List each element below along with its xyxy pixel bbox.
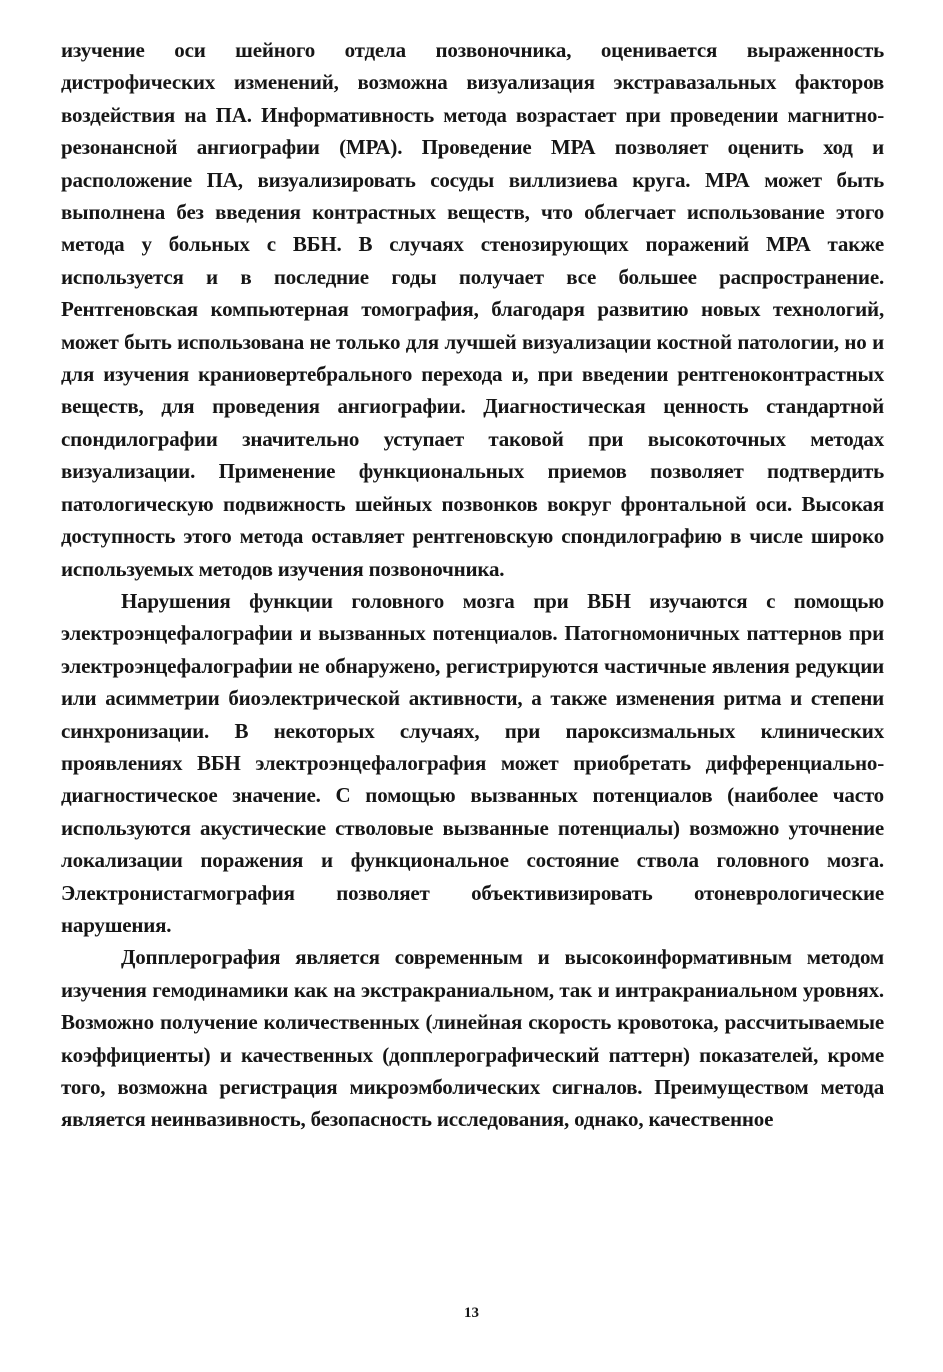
paragraph-dopplerography: Допплерография является современным и высокоинформативным методом изучения гемодинамики как на экстракраниальном, так и интракраниальном уровнях. Возможно получение количественных (линейная скорость кровотока, рассчитываемые коэффициенты) и качественных (допплерографический паттерн) показателей, кроме того, возможна регистрация микроэмболических сигналов. Преимуществом метода является неинвазивность, безопасность исследования, однако, качественное: [61, 945, 884, 1132]
page-number: 13: [464, 1305, 479, 1321]
paragraph-eeg-evoked-potentials: Нарушения функции головного мозга при ВБН изучаются с помощью электроэнцефалографии и вызванных потенциалов. Патогномоничных паттернов при электроэнцефалографии не обнаружено, регистрируются частичные явления редукции или асимметрии биоэлектрической активности, а также изменения ритма и степени синхронизации. В некоторых случаях, при пароксизмальных клинических проявлениях ВБН электроэнцефалография может приобретать дифференциально-диагностическое значение. С помощью вызванных потенциалов (наиболее часто используются акустические стволовые вызванные потенциалы) возможно уточнение локализации поражения и функциональное состояние ствола головного мозга. Электронистагмография позволяет объективизировать отоневрологические нарушения.: [61, 588, 884, 937]
page-body: [61, 34, 884, 1136]
paragraph-imaging-methods: изучение оси шейного отдела позвоночника, оценивается выраженность дистрофических изменений, возможна визуализация экстравазальных факторов воздействия на ПА. Информативность метода возрастает при проведении магнитно-резонансной ангиографии (МРА). Проведение МРА позволяет оценить ход и расположение ПА, визуализировать сосуды виллизиева круга. МРА может быть выполнена без введения контрастных веществ, что облегчает использование этого метода у больных с ВБН. В случаях стенозирующих поражений МРА также используется и в последние годы получает все большее распространение. Рентгеновская компьютерная томография, благодаря развитию новых технологий, может быть использована не только для лучшей визуализации костной патологии, но и для изучения краниовертебрального перехода и, при введении рентгеноконтрастных веществ, для проведения ангиографии. Диагностическая ценность стандартной спондилографии значительно уступает таковой при высокоточных методах визуализации. Применение функциональных приемов позволяет подтвердить патологическую подвижность шейных позвонков вокруг фронтальной оси. Высокая доступность этого метода оставляет рентгеновскую спондилографию в числе широко используемых методов изучения позвоночника.: [61, 38, 884, 581]
